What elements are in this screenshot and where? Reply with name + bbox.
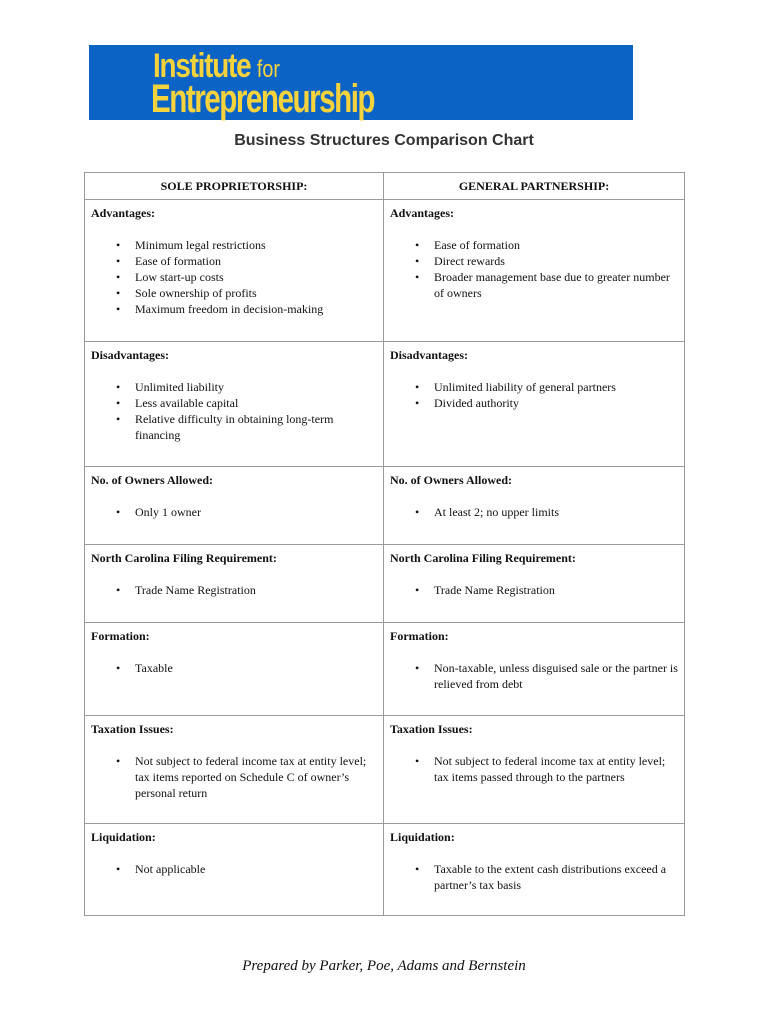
list-item-text: At least 2; no upper limits [434,505,559,519]
list-item-text: Unlimited liability [135,380,224,394]
list-item [91,253,377,269]
list-item [91,753,377,801]
list-item [390,253,678,269]
section-label: Advantages: [390,206,455,220]
section-label: Liquidation: [91,830,156,844]
bullet-icon: • [116,862,121,876]
section-label: Formation: [91,629,150,643]
section-label: Disadvantages: [390,348,469,362]
general-partnership-cell [384,342,685,467]
table-row [85,342,685,467]
header-general-partnership: GENERAL PARTNERSHIP: [384,173,685,200]
list-item-text: Not applicable [135,862,206,876]
general-partnership-cell [384,200,685,342]
general-partnership-cell [384,467,685,545]
bullet-icon: • [415,238,420,252]
bullet-list [91,861,377,877]
list-item-text: Less available capital [135,396,239,410]
bullet-icon: • [116,661,121,675]
sole-proprietorship-cell [85,623,384,716]
section-label: Liquidation: [390,830,455,844]
list-item-text: Only 1 owner [135,505,201,519]
section-label: Formation: [390,629,449,643]
sole-proprietorship-cell [85,467,384,545]
bullet-icon: • [116,238,121,252]
list-item [91,411,377,443]
bullet-icon: • [415,380,420,394]
sole-proprietorship-cell [85,824,384,916]
bullet-icon: • [415,396,420,410]
bullet-icon: • [116,583,121,597]
list-item-text: Sole ownership of profits [135,286,257,300]
list-item [91,379,377,395]
sole-proprietorship-cell [85,342,384,467]
table-row [85,824,685,916]
bullet-icon: • [116,505,121,519]
institute-logo [89,45,633,120]
list-item [91,301,377,317]
list-item-text: Trade Name Registration [135,583,256,597]
list-item-text: Ease of formation [135,254,221,268]
sole-proprietorship-cell [85,200,384,342]
bullet-list [91,582,377,598]
sole-proprietorship-cell [85,716,384,824]
bullet-list [390,582,678,598]
table-row [85,545,685,623]
list-item-text: Ease of formation [434,238,520,252]
section-label: No. of Owners Allowed: [91,473,213,487]
list-item-text: Maximum freedom in decision-making [135,302,324,316]
sole-proprietorship-cell [85,545,384,623]
general-partnership-cell [384,824,685,916]
logo-word-institute: Institute [153,47,251,85]
bullet-list [390,753,678,785]
general-partnership-cell [384,716,685,824]
table-row [85,716,685,824]
logo-word-entrepreneurship: Entrepreneurship [151,77,375,121]
table-row [85,467,685,545]
bullet-icon: • [415,661,420,675]
list-item [390,504,678,520]
table-body [85,200,685,916]
list-item-text: Non-taxable, unless disguised sale or the partner is relieved from debt [434,661,678,691]
logo-word-for: for [256,56,280,83]
list-item-text: Trade Name Registration [434,583,555,597]
bullet-icon: • [116,754,121,768]
bullet-list [390,379,678,411]
list-item-text: Not subject to federal income tax at entity level; tax items reported on Schedule C of owner’s personal return [135,754,367,800]
list-item [91,504,377,520]
section-label: North Carolina Filing Requirement: [91,551,277,565]
bullet-list [91,660,377,676]
list-item [390,379,678,395]
bullet-icon: • [116,412,121,426]
list-item [390,753,678,785]
list-item-text: Relative difficulty in obtaining long-term financing [135,412,334,442]
bullet-icon: • [116,270,121,284]
list-item-text: Broader management base due to greater number of owners [434,270,670,300]
section-label: Disadvantages: [91,348,170,362]
footer-credit: Prepared by Parker, Poe, Adams and Bernstein [242,958,526,974]
list-item [390,861,678,893]
general-partnership-cell [384,545,685,623]
list-item-text: Unlimited liability of general partners [434,380,616,394]
list-item-text: Divided authority [434,396,519,410]
bullet-icon: • [116,286,121,300]
bullet-list [390,660,678,692]
list-item [390,237,678,253]
section-label: North Carolina Filing Requirement: [390,551,576,565]
list-item [91,237,377,253]
section-label: Advantages: [91,206,156,220]
bullet-icon: • [415,254,420,268]
list-item [91,861,377,877]
list-item-text: Minimum legal restrictions [135,238,266,252]
comparison-table [84,172,685,916]
bullet-list [91,237,377,317]
list-item-text: Direct rewards [434,254,505,268]
bullet-list [91,504,377,520]
list-item [91,269,377,285]
list-item [390,660,678,692]
list-item [91,660,377,676]
list-item-text: Taxable to the extent cash distributions exceed a partner’s tax basis [434,862,667,892]
list-item [390,582,678,598]
bullet-icon: • [415,862,420,876]
bullet-icon: • [415,754,420,768]
list-item [390,395,678,411]
table-row [85,623,685,716]
list-item-text: Not subject to federal income tax at entity level; tax items passed through to the partners [434,754,666,784]
table-header-row [85,173,685,200]
list-item [91,285,377,301]
section-label: Taxation Issues: [91,722,174,736]
bullet-icon: • [116,302,121,316]
list-item [91,395,377,411]
bullet-icon: • [415,505,420,519]
page-title: Business Structures Comparison Chart [234,132,534,149]
bullet-list [91,753,377,801]
bullet-list [390,504,678,520]
bullet-icon: • [415,270,420,284]
bullet-icon: • [116,396,121,410]
section-label: Taxation Issues: [390,722,473,736]
section-label: No. of Owners Allowed: [390,473,512,487]
bullet-list [91,379,377,443]
list-item [390,269,678,301]
bullet-icon: • [116,380,121,394]
list-item-text: Taxable [135,661,173,675]
bullet-list [390,237,678,301]
general-partnership-cell [384,623,685,716]
bullet-list [390,861,678,893]
bullet-icon: • [116,254,121,268]
list-item-text: Low start-up costs [135,270,224,284]
bullet-icon: • [415,583,420,597]
table-row [85,200,685,342]
header-sole-proprietorship: SOLE PROPRIETORSHIP: [85,173,384,200]
list-item [91,582,377,598]
